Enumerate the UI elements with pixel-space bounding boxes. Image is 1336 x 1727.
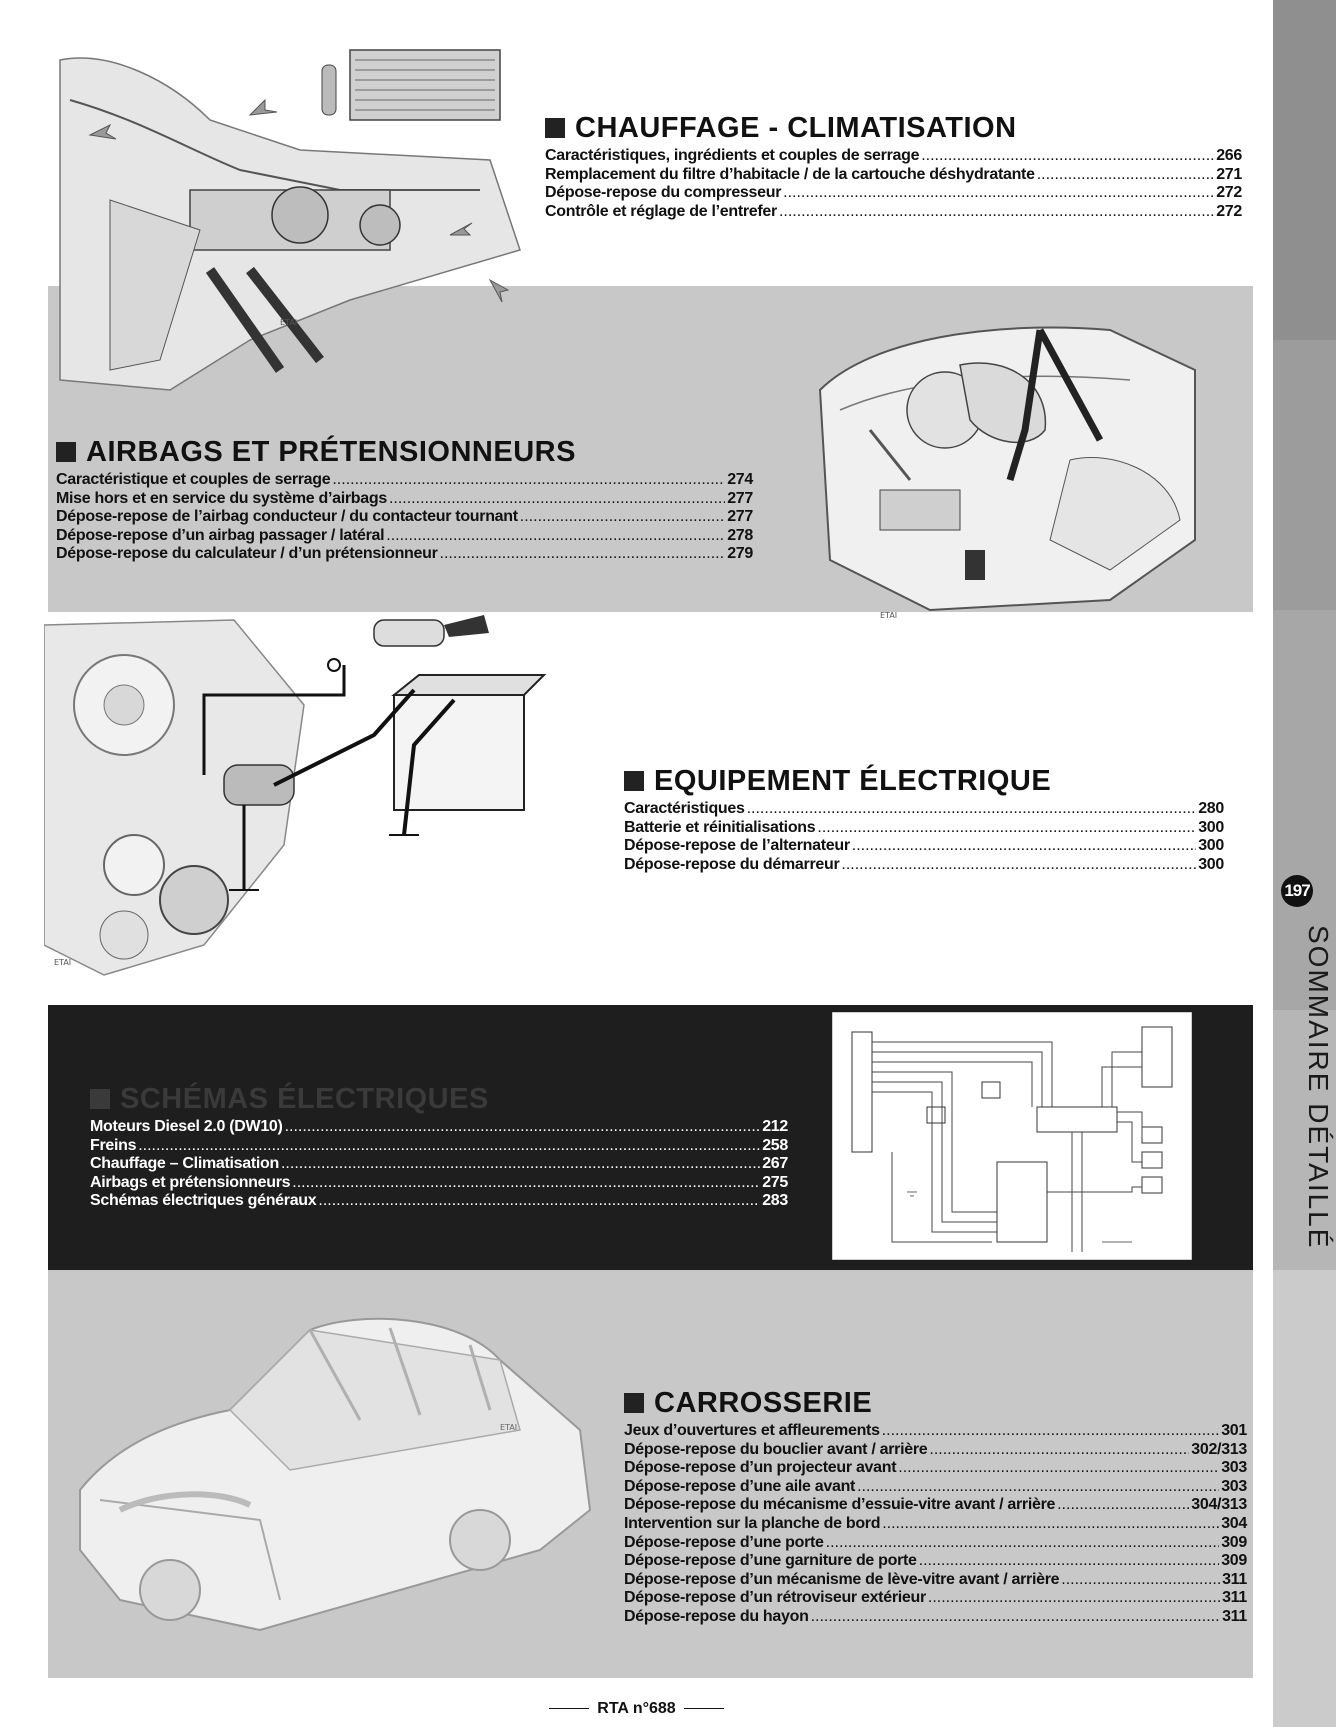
- toc-entry-page: 311: [1222, 1589, 1247, 1607]
- toc-entry[interactable]: [545, 147, 1242, 166]
- toc-leader-dots: [826, 1534, 1220, 1553]
- toc-leader-dots: [520, 508, 725, 527]
- toc-entry-label: Caractéristiques: [624, 800, 745, 817]
- toc-entry[interactable]: [624, 837, 1224, 856]
- toc-entry-page: 258: [762, 1136, 788, 1154]
- toc-entry[interactable]: [624, 1608, 1247, 1627]
- toc-entry[interactable]: [624, 1441, 1247, 1460]
- toc-entry-label: Dépose-repose d’un airbag passager / latéral: [56, 526, 385, 544]
- toc-leader-dots: [811, 1608, 1221, 1627]
- toc-leader-dots: [857, 1478, 1219, 1497]
- toc-leader-dots: [747, 800, 1197, 819]
- engine-battery-illustration: [44, 615, 564, 990]
- toc-entry-page: 274: [727, 471, 753, 488]
- bullet-square-icon: [90, 1089, 110, 1109]
- toc-entry-page: 309: [1221, 1552, 1247, 1570]
- toc-entry-label: Dépose-repose du bouclier avant / arrière: [624, 1440, 928, 1458]
- toc-entry[interactable]: [90, 1137, 788, 1156]
- toc-entry-page: 279: [727, 545, 753, 563]
- toc-entry-label: Dépose-repose d’une porte: [624, 1533, 824, 1551]
- illustration-signature: ETAI: [280, 318, 298, 327]
- footer-rule: [549, 1708, 589, 1709]
- toc-entry-page: 301: [1221, 1422, 1247, 1439]
- section-title-text: AIRBAGS ET PRÉTENSIONNEURS: [86, 436, 576, 468]
- toc-leader-dots: [882, 1515, 1219, 1534]
- toc-entry[interactable]: [56, 508, 753, 527]
- toc-leader-dots: [285, 1118, 761, 1137]
- toc-entry[interactable]: [56, 527, 753, 546]
- toc-leader-dots: [928, 1589, 1220, 1608]
- toc-entry-label: Dépose-repose de l’airbag conducteur / du contacteur tournant: [56, 508, 518, 526]
- toc-entry-label: Dépose-repose de l’alternateur: [624, 837, 850, 855]
- toc-leader-dots: [281, 1155, 760, 1174]
- section-equipement: [624, 765, 1224, 874]
- bullet-square-icon: [56, 442, 76, 462]
- section-airbags: [56, 436, 753, 564]
- toc-entry[interactable]: [624, 1459, 1247, 1478]
- toc-entry-label: Caractéristique et couples de serrage: [56, 471, 331, 488]
- toc-entry-label: Airbags et prétensionneurs: [90, 1173, 291, 1191]
- toc-entry-page: 272: [1216, 184, 1242, 202]
- footer-text: RTA n°688: [597, 1700, 676, 1717]
- side-tab: [1273, 0, 1336, 1727]
- section-title: [624, 1387, 1247, 1419]
- toc-entry-label: Dépose-repose d’une garniture de porte: [624, 1552, 917, 1570]
- toc-entry[interactable]: [624, 856, 1224, 875]
- toc-leader-dots: [783, 184, 1214, 203]
- side-tab-segment: [1273, 1270, 1336, 1727]
- toc-entry[interactable]: [56, 545, 753, 564]
- toc-entry-page: 272: [1216, 202, 1242, 220]
- toc-leader-dots: [921, 147, 1214, 166]
- toc-entry[interactable]: [624, 1552, 1247, 1571]
- page-number-badge: 197: [1281, 875, 1313, 907]
- toc-entry[interactable]: [624, 1571, 1247, 1590]
- heater-dashboard-illustration: [50, 40, 540, 400]
- side-tab-segment: [1273, 340, 1336, 610]
- toc-entry[interactable]: [90, 1155, 788, 1174]
- side-tab-segment: [1273, 0, 1336, 340]
- toc-leader-dots: [386, 527, 725, 546]
- toc-entry[interactable]: [545, 184, 1242, 203]
- toc-entry-page: 302/313: [1191, 1440, 1247, 1458]
- toc-entry-label: Dépose-repose d’un projecteur avant: [624, 1459, 897, 1477]
- section-carrosserie: [624, 1387, 1247, 1627]
- toc-entry-page: 277: [727, 508, 753, 526]
- toc-entry-page: 271: [1216, 165, 1242, 183]
- footer-rule: [684, 1708, 724, 1709]
- toc-entry-page: 303: [1221, 1459, 1247, 1477]
- toc-entry-page: 266: [1216, 147, 1242, 164]
- toc-entry-label: Contrôle et réglage de l’entrefer: [545, 202, 777, 220]
- toc-leader-dots: [1037, 166, 1215, 185]
- toc-entry-label: Dépose-repose du compresseur: [545, 184, 782, 202]
- toc-entry-label: Batterie et réinitialisations: [624, 818, 816, 836]
- toc-leader-dots: [1057, 1496, 1189, 1515]
- toc-entry-page: 280: [1198, 800, 1224, 817]
- toc-leader-dots: [779, 203, 1214, 222]
- bullet-square-icon: [624, 771, 644, 791]
- wiring-diagram-illustration: [832, 1012, 1192, 1260]
- toc-entry-page: 311: [1222, 1570, 1247, 1588]
- toc-entry[interactable]: [56, 490, 753, 509]
- toc-entry-label: Dépose-repose d’un rétroviseur extérieur: [624, 1589, 926, 1607]
- toc-entry-page: 304: [1221, 1514, 1247, 1532]
- toc-entry[interactable]: [624, 800, 1224, 819]
- toc-leader-dots: [882, 1422, 1220, 1441]
- toc-entry[interactable]: [624, 1422, 1247, 1441]
- toc-entry-label: Remplacement du filtre d’habitacle / de la cartouche déshydratante: [545, 165, 1035, 183]
- toc-entry-label: Jeux d’ouvertures et affleurements: [624, 1422, 880, 1439]
- toc-entry[interactable]: [624, 1515, 1247, 1534]
- toc-entry-page: 300: [1198, 837, 1224, 855]
- section-schemas: [90, 1083, 788, 1211]
- toc-entry[interactable]: [90, 1192, 788, 1211]
- section-title-text: SCHÉMAS ÉLECTRIQUES: [120, 1083, 489, 1115]
- toc-entry-label: Mise hors et en service du système d’airbags: [56, 489, 387, 507]
- toc-entry[interactable]: [545, 203, 1242, 222]
- toc-entry-label: Dépose-repose du démarreur: [624, 855, 840, 873]
- illustration-signature: ETAI: [880, 611, 898, 620]
- toc-leader-dots: [138, 1137, 760, 1156]
- toc-entry-label: Dépose-repose du calculateur / d’un prétensionneur: [56, 545, 438, 563]
- side-tab-title: SOMMAIRE DÉTAILLÉ: [1303, 925, 1334, 1250]
- toc-entry-page: 311: [1222, 1607, 1247, 1625]
- toc-entry-label: Schémas électriques généraux: [90, 1192, 317, 1210]
- section-title: [624, 765, 1224, 797]
- toc-entry-page: 300: [1198, 818, 1224, 836]
- toc-entry[interactable]: [624, 1534, 1247, 1553]
- toc-entry-label: Intervention sur la planche de bord: [624, 1514, 881, 1532]
- toc-entry-label: Dépose-repose du hayon: [624, 1607, 809, 1625]
- toc-entry-label: Dépose-repose d’un mécanisme de lève-vitre avant / arrière: [624, 1570, 1060, 1588]
- toc-entry[interactable]: [90, 1118, 788, 1137]
- toc-leader-dots: [1061, 1571, 1220, 1590]
- section-title: [545, 112, 1242, 144]
- toc-entry-label: Chauffage – Climatisation: [90, 1155, 279, 1173]
- toc-entry[interactable]: [624, 1496, 1247, 1515]
- toc-entry-page: 303: [1221, 1477, 1247, 1495]
- toc-leader-dots: [898, 1459, 1219, 1478]
- section-title: [56, 436, 753, 468]
- section-title-text: CHAUFFAGE - CLIMATISATION: [575, 112, 1017, 144]
- toc-entry-page: 309: [1221, 1533, 1247, 1551]
- toc-entry-page: 278: [727, 526, 753, 544]
- toc-leader-dots: [852, 837, 1196, 856]
- toc-entry-page: 300: [1198, 855, 1224, 873]
- section-title: [90, 1083, 788, 1115]
- toc-entry[interactable]: [545, 166, 1242, 185]
- toc-entry-label: Moteurs Diesel 2.0 (DW10): [90, 1118, 283, 1135]
- toc-leader-dots: [389, 490, 725, 509]
- toc-leader-dots: [318, 1192, 760, 1211]
- bullet-square-icon: [624, 1393, 644, 1413]
- toc-entry-label: Freins: [90, 1136, 137, 1154]
- section-chauffage: [545, 112, 1242, 221]
- page-footer: [0, 1700, 1273, 1718]
- toc-entry-label: Dépose-repose d’une aile avant: [624, 1477, 856, 1495]
- toc-leader-dots: [292, 1174, 760, 1193]
- toc-leader-dots: [332, 471, 725, 490]
- bullet-square-icon: [545, 118, 565, 138]
- toc-leader-dots: [919, 1552, 1220, 1571]
- toc-entry[interactable]: [624, 1589, 1247, 1608]
- toc-entry-page: 212: [762, 1118, 788, 1135]
- illustration-signature: ETAI: [500, 1423, 518, 1432]
- toc-entry[interactable]: [624, 819, 1224, 838]
- illustration-signature: ETAI: [54, 958, 72, 967]
- toc-entry[interactable]: [56, 471, 753, 490]
- airbag-cabin-illustration: [810, 300, 1200, 620]
- section-title-text: CARROSSERIE: [654, 1387, 873, 1419]
- toc-entry[interactable]: [624, 1478, 1247, 1497]
- toc-entry-page: 304/313: [1191, 1496, 1247, 1514]
- toc-leader-dots: [841, 856, 1196, 875]
- toc-leader-dots: [440, 545, 726, 564]
- toc-entry-page: 283: [762, 1192, 788, 1210]
- toc-entry[interactable]: [90, 1174, 788, 1193]
- section-title-text: EQUIPEMENT ÉLECTRIQUE: [654, 765, 1052, 797]
- toc-entry-page: 275: [762, 1173, 788, 1191]
- toc-entry-page: 267: [762, 1155, 788, 1173]
- toc-entry-page: 277: [727, 489, 753, 507]
- toc-leader-dots: [817, 819, 1196, 838]
- toc-leader-dots: [929, 1441, 1189, 1460]
- toc-entry-label: Dépose-repose du mécanisme d’essuie-vitre avant / arrière: [624, 1496, 1056, 1514]
- car-body-illustration: [60, 1300, 600, 1640]
- toc-entry-label: Caractéristiques, ingrédients et couples de serrage: [545, 147, 920, 164]
